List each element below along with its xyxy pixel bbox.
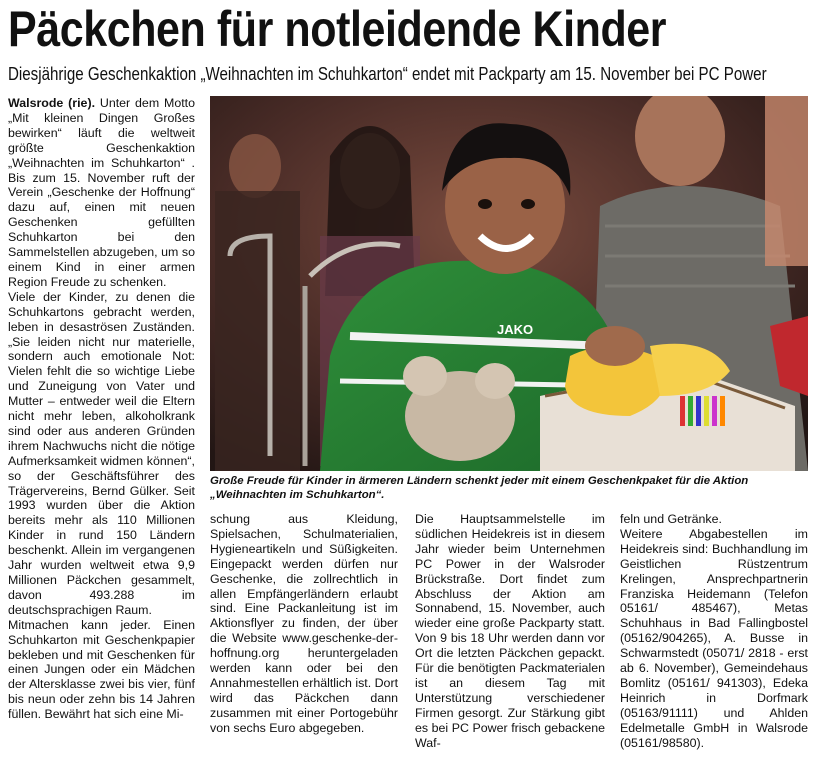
- paragraph-2: Viele der Kinder, zu denen die Schuhkartons gebracht werden, leben in desaströsen Zuständen. „Sie leiden nicht nur materielle, sondern auch emotionale Not: Vielen fehlt die so wichtige Liebe und Zuneigung von Vater und Mutter – entweder weil die Eltern nicht mehr leben, alkoholkrank sind oder aus anderen Gründen ihrem Nachwuchs nicht die nötige Aufmerksamkeit widmen können“, so der Geschäftsführer des Trägervereins, Bernd Gülker. Seit 1993 wurden über die Aktion bereits mehr als 110 Millionen Kinder in rund 150 Ländern beschenkt. Allein im vergangenen Jahr wurden weltweit etwa 9,9 Millionen Päckchen gesammelt, davon 493.288 im deutschsprachigen Raum.: [8, 289, 195, 617]
- dateline: Walsrode (rie).: [8, 96, 96, 110]
- column-2: [210, 512, 398, 736]
- column-1: [8, 96, 195, 722]
- column-4: [620, 512, 808, 751]
- photo-illustration: [210, 96, 808, 471]
- column-4-paragraph-2: Weitere Abgabestellen im Heidekreis sind: Buchhandlung im Geistlichen Rüstzentrum Krelingen, Ansprechpartnerin Franziska Heidemann (Telefon 05161/ 485467), Metas Schuhhaus in Bad Fallingbostel (05162/904265), A. Busse in Schwarmstedt (05071/ 2818 - erst ab 6. November), Gemeindehaus Bomlitz (05161/ 941303), Edeka Heinrich in Dorfmark (05163/91111) und Ahlden Edelmetalle GmbH in Walsrode (05161/98580).: [620, 526, 808, 750]
- photo-caption: Große Freude für Kinder in ärmeren Ländern schenkt jeder mit einem Geschenkpaket für die Aktion „Weihnachten im Schuhkarton“.: [210, 475, 749, 501]
- paragraph-3: Mitmachen kann jeder. Einen Schuhkarton mit Geschenkpapier bekleben und mit Geschenken für einen Jungen oder ein Mädchen der Altersklasse zwei bis vier, fünf bis neun oder zehn bis 14 Jahren füllen. Bewährt hat sich eine Mi-: [8, 617, 195, 722]
- shirt-logo: JAKO: [497, 322, 534, 337]
- column-3: [415, 512, 605, 751]
- column-4-paragraph-1: feln und Getränke.: [620, 512, 722, 526]
- article-photo: [210, 96, 808, 471]
- column-2-text: schung aus Kleidung, Spielsachen, Schulmaterialien, Hygieneartikeln und Süßigkeiten. Eingepackt werden dürfen nur Geschenke, die zollrechtlich in allen Empfängerländern erlaubt sind. Eine Packanleitung ist im Aktionsflyer zu finden, der über die Website www.geschenke-der-hoffnung.org heruntergeladen werden kann oder bei den Annahmestellen erhältlich ist. Dort wird das Päckchen dann zusammen mit einer Portogebühr von sechs Euro abgegeben.: [210, 512, 399, 735]
- paragraph-intro: [8, 96, 195, 290]
- column-3-text: Die Hauptsammelstelle im südlichen Heidekreis ist in diesem Jahr wieder beim Unternehmen PC Power in der Walsroder Brückstraße. Dort findet zum Abschluss der Aktion am Sonnabend, 15. November, auch wieder eine große Packparty statt. Von 9 bis 18 Uhr werden dann vor Ort die letzten Päckchen gepackt. Für die benötigten Packmaterialen ist an diesem Tag mit Unterstützung verschiedener Firmen gesorgt. Zur Stärkung gibt es bei PC Power frisch gebackene Waf-: [415, 512, 605, 750]
- headline: Päckchen für notleidende Kinder: [8, 1, 667, 57]
- subheadline: Diesjährige Geschenkaktion „Weihnachten im Schuhkarton“ endet mit Packparty am 15. November bei PC Power: [8, 64, 767, 84]
- intro-text: Unter dem Motto „Mit kleinen Dingen Großes bewirken“ läuft die weltweit größte Geschenkaktion „Weihnachten im Schuhkarton“ . Bis zum 15. November ruft der Verein „Geschenke der Hoffnung“ dazu auf, einen mit neuen Geschenken gefüllten Schuhkarton bei den Sammelstellen abzugeben, um so einem Kind in einer armen Region Freude zu schenken.: [8, 96, 195, 289]
